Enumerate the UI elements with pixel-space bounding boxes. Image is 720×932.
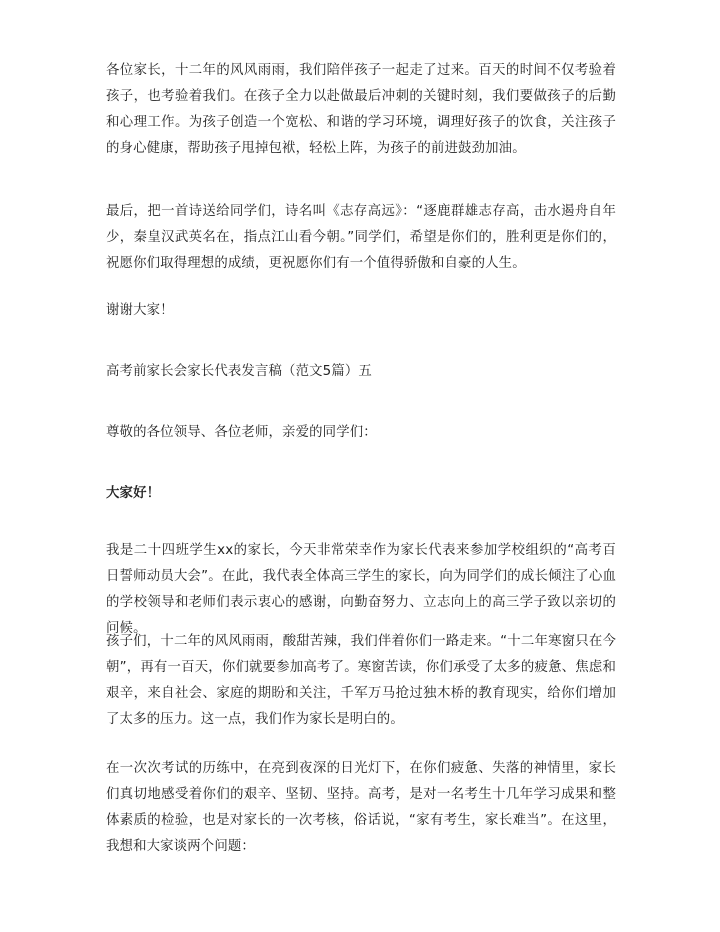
paragraph-salutation: 尊敬的各位领导、各位老师，亲爱的同学们：: [106, 425, 377, 440]
paragraph-thanks: 谢谢大家！: [106, 303, 174, 318]
paragraph-exam-experience: 在一次次考试的历练中，在亮到夜深的日光灯下，在你们疲惫、失落的神情里，家长们真切地感受着你们的艰辛、坚韧、坚持。高考，是对一名考生十几年学习成果和整体素质的检验，也是对家长的一次考核，俗话说，“家有考生，家长难当”。在这里，我想和大家谈两个问题：: [106, 761, 616, 854]
section-title: 高考前家长会家长代表发言稿（范文5篇）五: [106, 364, 372, 379]
paragraph-poem: 最后，把一首诗送给同学们，诗名叫《志存高远》：“逐鹿群雄志存高，击水遏舟自年少，秦皇汉武英名在，指点江山看今朝。”同学们，希望是你们的，胜利更是你们的，祝愿你们取得理想的成绩，更祝愿你们有一个值得骄傲和自豪的人生。: [106, 204, 616, 271]
paragraph-greeting: 大家好！: [106, 486, 161, 501]
paragraph-introduction: 我是二十四班学生xx的家长，今天非常荣幸作为家长代表来参加学校组织的“高考百日誓师动员大会”。在此，我代表全体高三学生的家长，向为同学们的成长倾注了心血的学校领导和老师们表示衷心的感谢，向勤奋努力、立志向上的高三学子致以亲切的问候。: [106, 543, 616, 636]
paragraph-parents-support: 各位家长，十二年的风风雨雨，我们陪伴孩子一起走了过来。百天的时间不仅考验着孩子，也考验着我们。在孩子全力以赴做最后冲刺的关键时刻，我们要做孩子的后勤和心理工作。为孩子创造一个宽松、和谐的学习环境，调理好孩子的饮食，关注孩子的身心健康，帮助孩子甩掉包袱，轻松上阵，为孩子的前进鼓劲加油。: [106, 63, 616, 156]
paragraph-hardship: 孩子们，十二年的风风雨雨，酸甜苦辣，我们伴着你们一路走来。“十二年寒窗只在今朝”，再有一百天，你们就要参加高考了。寒窗苦读，你们承受了太多的疲惫、焦虑和艰辛，来自社会、家庭的期盼和关注，千军万马抢过独木桥的教育现实，给你们增加了太多的压力。这一点，我们作为家长是明白的。: [106, 634, 616, 727]
